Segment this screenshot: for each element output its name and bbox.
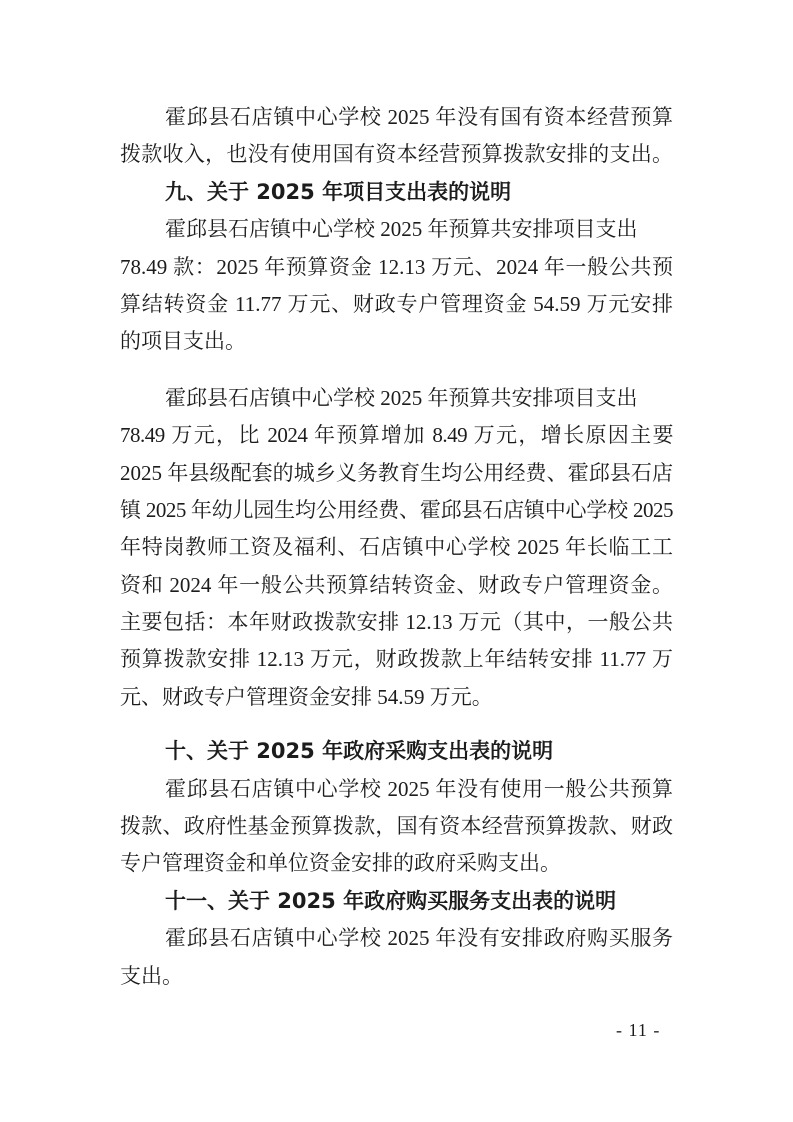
section-heading: 十一、关于 2025 年政府购买服务支出表的说明 <box>165 888 617 913</box>
section <box>120 174 673 716</box>
paragraph <box>120 380 673 717</box>
paragraph-line: 镇 2025 年幼儿园生均公用经费、霍邱县石店镇中心学校 2025 <box>120 497 673 522</box>
section-heading: 十、关于 2025 年政府采购支出表的说明 <box>165 739 554 764</box>
paragraph-line: 支出。 <box>120 963 183 988</box>
paragraph-line: 2025 年县级配套的城乡义务教育生均公用经费、霍邱县石店 <box>120 460 673 485</box>
paragraph-line: 霍邱县石店镇中心学校 2025 年预算共安排项目支出 <box>165 385 638 410</box>
page-number: - 11 - <box>616 1020 661 1040</box>
paragraph-line: 霍邱县石店镇中心学校 2025 年没有使用一般公共预算 <box>165 776 673 801</box>
paragraph <box>120 920 673 995</box>
section <box>120 883 673 995</box>
paragraph-line: 霍邱县石店镇中心学校 2025 年预算共安排项目支出 <box>165 217 638 242</box>
paragraph-line: 拨款、政府性基金预算拨款，国有资本经营预算拨款、财政 <box>120 814 673 839</box>
section <box>120 733 673 883</box>
paragraph-line: 元、财政专户管理资金安排 54.59 万元。 <box>120 684 493 709</box>
paragraph-line: 专户管理资金和单位资金安排的政府采购支出。 <box>120 851 561 876</box>
paragraph-line: 78.49 款：2025 年预算资金 12.13 万元、2024 年一般公共预 <box>120 254 673 279</box>
paragraph-line: 主要包括：本年财政拨款安排 12.13 万元（其中，一般公共 <box>120 610 673 635</box>
paragraph-line: 的项目支出。 <box>120 329 246 354</box>
paragraph <box>120 771 673 883</box>
paragraph <box>120 99 673 174</box>
paragraph-line: 拨款收入，也没有使用国有资本经营预算拨款安排的支出。 <box>120 142 673 167</box>
paragraph-line: 算结转资金 11.77 万元、财政专户管理资金 54.59 万元安排 <box>120 291 673 316</box>
section-heading: 九、关于 2025 年项目支出表的说明 <box>165 179 512 204</box>
paragraph-line: 霍邱县石店镇中心学校 2025 年没有国有资本经营预算 <box>165 105 673 129</box>
paragraph-line: 资和 2024 年一般公共预算结转资金、财政专户管理资金。 <box>120 572 673 597</box>
paragraph-line: 年特岗教师工资及福利、石店镇中心学校 2025 年长临工工 <box>120 535 673 560</box>
paragraph-line: 78.49 万元，比 2024 年预算增加 8.49 万元，增长原因主要 <box>120 423 673 448</box>
paragraph-line: 霍邱县石店镇中心学校 2025 年没有安排政府购买服务 <box>165 926 673 951</box>
paragraph <box>120 211 673 361</box>
paragraph-line: 预算拨款安排 12.13 万元，财政拨款上年结转安排 11.77 万 <box>120 647 673 672</box>
document-body <box>120 99 673 995</box>
